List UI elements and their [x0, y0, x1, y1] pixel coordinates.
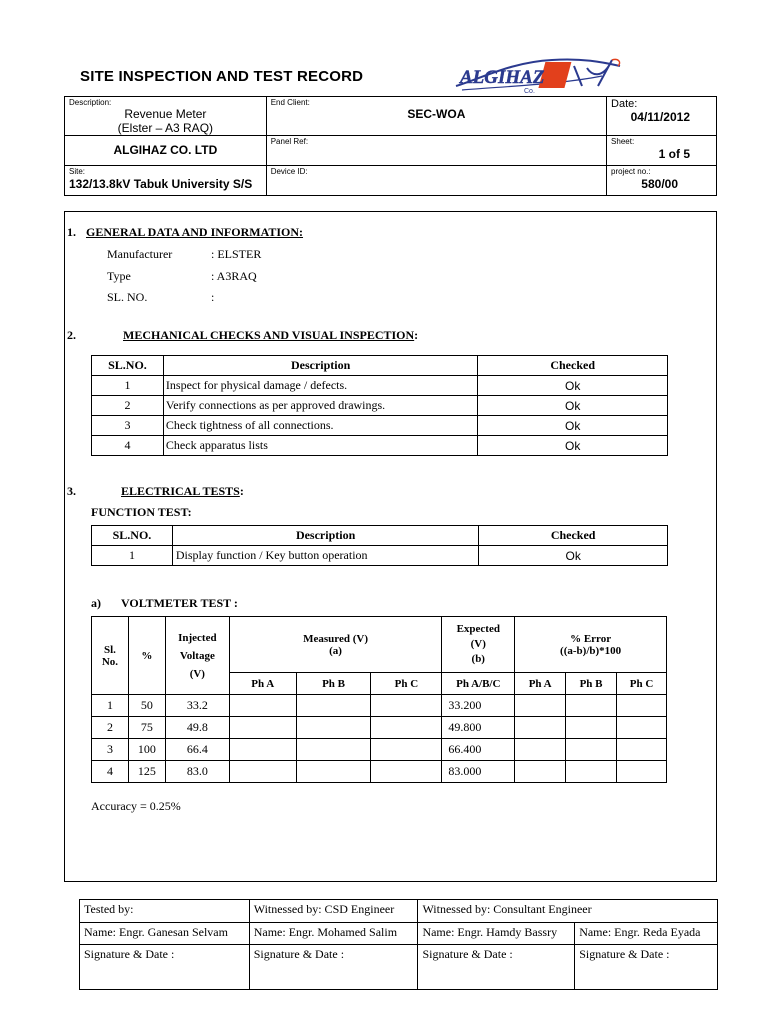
col-header-err-ph-b: Ph B [566, 673, 617, 695]
table-row [92, 396, 668, 416]
end-client-label: End Client: [270, 98, 310, 107]
row-meas-ph-a[interactable] [229, 739, 296, 761]
row-slno: 4 [92, 761, 129, 783]
col-header-exp-ph-abc: Ph A/B/C [442, 673, 515, 695]
row-meas-ph-b[interactable] [296, 717, 371, 739]
device-id-cell [266, 166, 606, 196]
row-meas-ph-c[interactable] [371, 695, 442, 717]
col-exp-line2: (V) [470, 638, 486, 650]
row-description: Check tightness of all connections. [163, 416, 477, 436]
row-checked: Ok [478, 416, 668, 436]
signature-table [79, 899, 718, 990]
serial-label: SL. NO. [107, 290, 148, 304]
logo-graphic [452, 56, 624, 96]
row-slno: 2 [92, 396, 164, 416]
row-percent: 50 [128, 695, 165, 717]
page-title: SITE INSPECTION AND TEST RECORD [80, 68, 364, 85]
section-3-title: ELECTRICAL TESTS [121, 484, 240, 498]
col-header-expected [442, 617, 515, 673]
name-tester: Name: Engr. Ganesan Selvam [80, 923, 250, 945]
row-err-ph-a[interactable] [515, 761, 566, 783]
row-expected: 66.400 [442, 739, 515, 761]
accuracy-note: Accuracy = 0.25% [91, 799, 181, 813]
site-cell [65, 166, 267, 196]
row-percent: 100 [128, 739, 165, 761]
col-header-meas-ph-a: Ph A [229, 673, 296, 695]
col-exp-line3: (b) [471, 653, 485, 665]
section-3-number: 3. [67, 484, 76, 498]
section-2-heading [123, 328, 418, 343]
row-err-ph-b[interactable] [566, 739, 617, 761]
row-expected: 83.000 [442, 761, 515, 783]
row-slno: 1 [92, 376, 164, 396]
col-meas-line2: (a) [329, 644, 342, 657]
description-label: Description: [69, 98, 112, 107]
header-table [64, 96, 717, 196]
row-expected: 49.800 [442, 717, 515, 739]
company-name: ALGIHAZ CO. LTD [113, 143, 218, 157]
col-header-err-ph-c: Ph C [617, 673, 667, 695]
row-meas-ph-b[interactable] [296, 695, 371, 717]
function-test-table [91, 525, 668, 566]
row-expected: 33.200 [442, 695, 515, 717]
row-slno: 2 [92, 717, 129, 739]
col-exp-line1: Expected [456, 623, 500, 635]
col-header-error [515, 617, 667, 673]
panel-ref-cell [266, 136, 606, 166]
type-value: : A3RAQ [211, 269, 257, 283]
row-err-ph-c[interactable] [617, 717, 667, 739]
date-value: 04/11/2012 [630, 110, 690, 124]
date-cell [607, 97, 717, 136]
end-client-cell [266, 97, 606, 136]
row-checked: Ok [479, 546, 668, 566]
row-injected: 49.8 [165, 717, 229, 739]
col-header-slno: SL.NO. [92, 526, 173, 546]
col-sl-line1: Sl. [104, 643, 116, 656]
sheet-label: Sheet: [611, 137, 635, 146]
sheet-value: 1 of 5 [658, 147, 690, 161]
row-slno: 1 [92, 546, 173, 566]
signature-field[interactable]: Signature & Date : [249, 945, 418, 990]
panel-ref-label: Panel Ref: [270, 137, 309, 146]
signature-field[interactable]: Signature & Date : [80, 945, 250, 990]
row-meas-ph-a[interactable] [229, 717, 296, 739]
name-consultant-2: Name: Engr. Reda Eyada [575, 923, 718, 945]
table-row [92, 695, 667, 717]
date-label: Date: [611, 98, 638, 110]
row-meas-ph-a[interactable] [229, 695, 296, 717]
row-description: Inspect for physical damage / defects. [163, 376, 477, 396]
col-header-checked: Checked [479, 526, 668, 546]
section-2-title: MECHANICAL CHECKS AND VISUAL INSPECTION [123, 328, 415, 342]
tested-by-cell: Tested by: [80, 900, 250, 923]
col-header-meas-ph-c: Ph C [371, 673, 442, 695]
signature-field[interactable]: Signature & Date : [418, 945, 575, 990]
serial-value: : [211, 290, 215, 304]
col-header-description: Description [172, 526, 478, 546]
site-label: Site: [69, 167, 86, 176]
description-line2: (Elster – A3 RAQ) [117, 121, 214, 135]
row-err-ph-b[interactable] [566, 717, 617, 739]
col-header-err-ph-a: Ph A [515, 673, 566, 695]
project-label: project no.: [611, 167, 651, 176]
row-err-ph-c[interactable] [617, 739, 667, 761]
col-header-checked: Checked [478, 356, 668, 376]
row-description: Check apparatus lists [163, 436, 477, 456]
row-checked: Ok [478, 396, 668, 416]
logo-sub: Co. [524, 88, 535, 95]
col-header-slno: SL.NO. [92, 356, 164, 376]
col-sl-line2: No. [101, 655, 119, 668]
name-csd: Name: Engr. Mohamed Salim [249, 923, 418, 945]
row-percent: 125 [128, 761, 165, 783]
row-slno: 1 [92, 695, 129, 717]
voltmeter-test-table [91, 616, 667, 783]
row-err-ph-a[interactable] [515, 717, 566, 739]
row-injected: 83.0 [165, 761, 229, 783]
section-3-heading [121, 484, 244, 499]
sheet-cell [607, 136, 717, 166]
col-err-line1: % Error [570, 632, 612, 645]
table-row [92, 436, 668, 456]
mechanical-checks-table [91, 355, 668, 456]
section-3-colon: : [239, 484, 244, 498]
function-test-heading: FUNCTION TEST: [91, 505, 192, 519]
col-inj-line1: Injected [178, 631, 217, 644]
row-injected: 66.4 [165, 739, 229, 761]
table-row [92, 761, 667, 783]
row-slno: 4 [92, 436, 164, 456]
type-label: Type [107, 269, 131, 283]
table-row [92, 717, 667, 739]
witness-consultant-cell: Witnessed by: Consultant Engineer [418, 900, 718, 923]
row-meas-ph-a[interactable] [229, 761, 296, 783]
end-client-value: SEC-WOA [407, 107, 466, 121]
manufacturer-value: : ELSTER [211, 247, 262, 261]
col-header-slno [92, 617, 129, 695]
col-inj-line3: (V) [189, 667, 205, 680]
device-id-label: Device ID: [270, 167, 308, 176]
col-header-injected [165, 617, 229, 695]
company-cell [65, 136, 267, 166]
row-meas-ph-c[interactable] [371, 739, 442, 761]
section-2-colon: : [414, 328, 419, 342]
table-row [92, 376, 668, 396]
row-err-ph-b[interactable] [566, 695, 617, 717]
table-row [92, 416, 668, 436]
row-description: Verify connections as per approved drawings. [163, 396, 477, 416]
description-cell [65, 97, 267, 136]
row-meas-ph-b[interactable] [296, 739, 371, 761]
row-slno: 3 [92, 416, 164, 436]
row-checked: Ok [478, 436, 668, 456]
row-injected: 33.2 [165, 695, 229, 717]
row-meas-ph-c[interactable] [371, 761, 442, 783]
row-slno: 3 [92, 739, 129, 761]
table-row [92, 739, 667, 761]
voltmeter-label: a) [91, 596, 101, 610]
logo-text: ALGIHAZ [460, 67, 545, 88]
site-value: 132/13.8kV Tabuk University S/S [69, 177, 253, 191]
algihaz-logo [452, 56, 624, 96]
col-meas-line1: Measured (V) [303, 632, 368, 645]
signature-field[interactable]: Signature & Date : [575, 945, 718, 990]
col-header-description: Description [163, 356, 477, 376]
project-value: 580/00 [641, 177, 678, 191]
row-err-ph-a[interactable] [515, 739, 566, 761]
row-description: Display function / Key button operation [172, 546, 478, 566]
row-err-ph-a[interactable] [515, 695, 566, 717]
voltmeter-heading: VOLTMETER TEST : [121, 596, 238, 610]
section-1-number: 1. [67, 225, 76, 239]
table-row [92, 546, 668, 566]
row-meas-ph-b[interactable] [296, 761, 371, 783]
row-checked: Ok [478, 376, 668, 396]
row-percent: 75 [128, 717, 165, 739]
description-line1: Revenue Meter [124, 107, 207, 121]
col-header-measured [229, 617, 442, 673]
col-inj-line2: Voltage [179, 649, 215, 662]
row-err-ph-c[interactable] [617, 695, 667, 717]
manufacturer-label: Manufacturer [107, 247, 173, 261]
row-err-ph-c[interactable] [617, 761, 667, 783]
col-err-line2: ((a-b)/b)*100 [560, 644, 622, 657]
witness-csd-cell: Witnessed by: CSD Engineer [249, 900, 418, 923]
row-err-ph-b[interactable] [566, 761, 617, 783]
section-1-heading: GENERAL DATA AND INFORMATION: [86, 225, 304, 239]
name-consultant-1: Name: Engr. Hamdy Bassry [418, 923, 575, 945]
col-header-percent: % [128, 617, 165, 695]
project-cell [607, 166, 717, 196]
table-header-row [92, 356, 668, 376]
section-2-number: 2. [67, 328, 76, 342]
row-meas-ph-c[interactable] [371, 717, 442, 739]
col-header-meas-ph-b: Ph B [296, 673, 371, 695]
table-header-row [92, 526, 668, 546]
